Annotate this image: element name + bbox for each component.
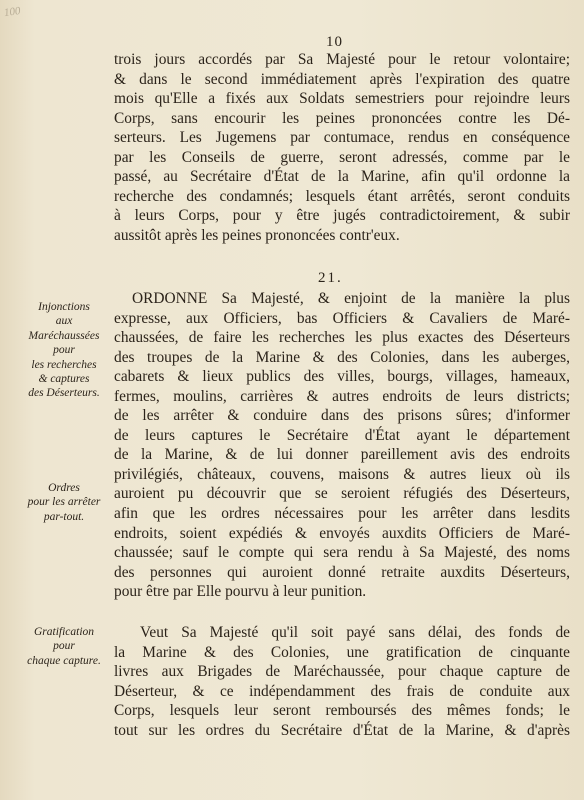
text-line: chaussée; sauf le compte qui sera rendu à Sa Majesté, des noms [114, 544, 570, 562]
margin-note-line: Ordres [48, 482, 80, 494]
text-line: auroient pu découvrir que se seroient réfugiés des Déserteurs, [114, 485, 570, 503]
margin-note-line: chaque capture. [27, 654, 101, 667]
text-line: aussitôt après les peines prononcées contr'eux. [114, 226, 400, 244]
text-line: expresse, aux Officiers, bas Officiers & Cavaliers de Maré- [114, 309, 570, 327]
margin-note-ordres [14, 481, 114, 524]
margin-note-line: Injonctions [38, 301, 90, 313]
paragraph-ordonne [114, 289, 570, 602]
text-line: & dans le second immédiatement après l'expiration des quatre [114, 70, 570, 88]
text-line: des personnes qui auroient donné retraite auxdits Déserteurs, [114, 563, 570, 581]
margin-note-line: pour [53, 344, 75, 357]
text-line: la Marine & des Colonies, une gratification de cinquante [114, 643, 570, 661]
text-line: recherche des condamnés; lesquels étant arrêtés, seront conduits [114, 187, 570, 205]
text-line: de leurs captures le Secrétaire d'État ayant le département [114, 426, 570, 444]
text-line: cabarets & lieux publics des villes, bourgs, villages, hameaux, [114, 368, 570, 386]
article-number: 21. [318, 270, 343, 286]
text-line: trois jours accordés par Sa Majesté pour le retour volontaire; [114, 51, 570, 68]
margin-note-line: les recherches [31, 358, 97, 371]
margin-note-line: Maréchaussées [28, 329, 100, 342]
text-line: mois qu'Elle a fixés aux Soldats semestriers pour rejoindre leurs [114, 90, 570, 108]
text-line: Corps, lesquels leur seront remboursés des mêmes fonds; le [114, 702, 570, 720]
text-line: Corps, sans encourir les peines prononcées contre les Dé- [114, 109, 570, 127]
text-line: fermes, moulins, carrières & autres endroits de leurs districts; [114, 387, 570, 405]
text-line: Veut Sa Majesté qu'il soit payé sans délai, des fonds de [140, 624, 570, 641]
text-line: des troupes de la Marine & des Colonies, dans les auberges, [114, 348, 570, 366]
text-line: de les arrêter & conduire dans des prisons sûres; d'informer [114, 407, 570, 425]
margin-note-line: pour [53, 640, 75, 653]
text-line: passé, au Secrétaire d'État de la Marine, afin qu'il ordonne la [114, 168, 570, 186]
text-line: pour être par Elle pourvu à leur punition. [114, 583, 367, 601]
text-line: livres aux Brigades de Maréchaussée, pour chaque capture de [114, 663, 570, 681]
text-line: tout sur les ordres du Secrétaire d'État de la Marine, & d'après [114, 721, 570, 739]
text-line: serteurs. Les Jugemens par contumace, rendus en conséquence [114, 129, 570, 147]
text-line: Déserteur, & ce indépendamment des frais de conduite aux [114, 682, 570, 700]
text-line: afin que les ordres nécessaires pour les arrêter dans lesdits [114, 505, 570, 523]
page-corner-mark: 100 [3, 4, 22, 20]
text-line: chaussées, de faire les recherches les plus exactes des Déserteurs [114, 329, 570, 347]
margin-note-gratification [14, 625, 114, 668]
text-line: à leurs Corps, pour y être jugés contradictoirement, & subir [114, 207, 570, 225]
text-line: ORDONNE Sa Majesté, & enjoint de la manière la plus [132, 290, 570, 307]
margin-note-line: Gratification [33, 626, 95, 638]
paragraph-veut [114, 623, 570, 740]
paragraph-top [114, 50, 570, 245]
margin-note-line: des Déserteurs. [28, 387, 100, 400]
text-line: privilégiés, châteaux, couvens, maisons & autres lieux où ils [114, 465, 570, 483]
margin-note-line: pour les arrêter [27, 496, 101, 509]
text-line: de la Marine, & de lui donner pareillement avis des endroits [114, 446, 570, 464]
page-number: 10 [326, 34, 343, 50]
margin-note-line: & captures [38, 373, 90, 386]
text-line: endroits, soient expédiés & envoyés auxdits Officiers de Maré- [114, 524, 570, 542]
margin-note-injonctions [14, 300, 114, 401]
margin-note-line: par-tout. [43, 510, 85, 523]
text-line: par les Conseils de guerre, seront adressés, comme par le [114, 148, 570, 166]
margin-note-line: aux [55, 315, 73, 328]
